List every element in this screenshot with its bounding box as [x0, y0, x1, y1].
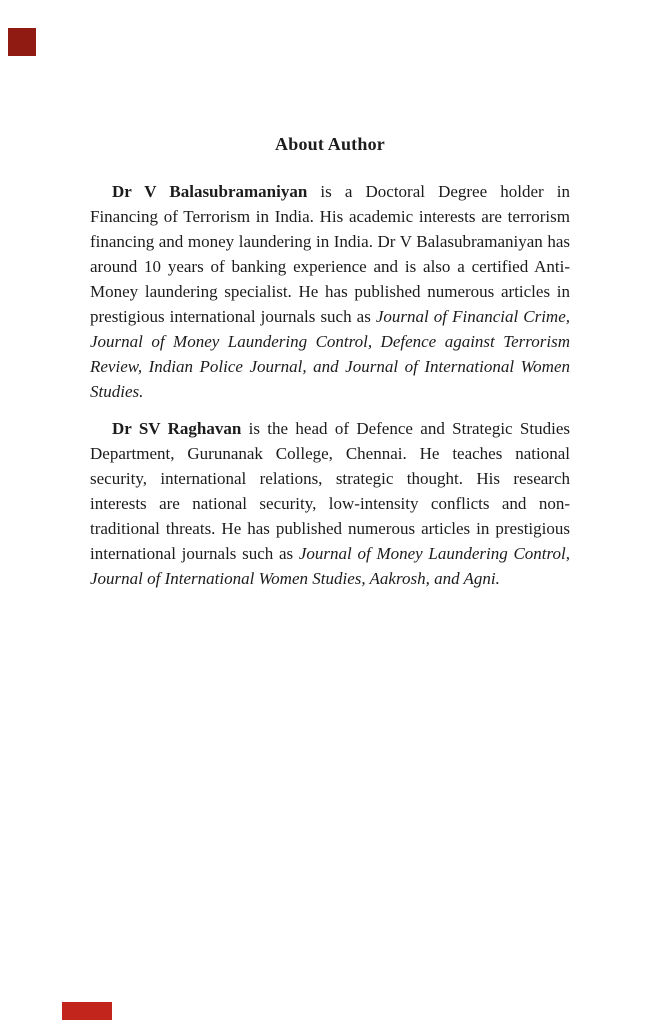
text-segment-bold: Dr V Balasubramaniyan [112, 182, 308, 201]
page-corner-mark-top [8, 28, 36, 56]
text-segment-italic: Journal of Financial Crime, Journal of Money Laundering Control, Defence against Terrorism Review, Indian Police Journal, and Journal of International Women Studies. [90, 307, 570, 401]
paragraph [90, 179, 570, 404]
text-segment-bold: Dr SV Raghavan [112, 419, 242, 438]
page-corner-mark-bottom [62, 1002, 112, 1020]
text-segment-normal: is the head of Defence and Strategic Studies Department, Gurunanak College, Chennai. He teaches national security, international relations, strategic thought. His research interests are national security, low-intensity conflicts and non-traditional threats. He has published numerous articles in prestigious international journals such as [90, 419, 570, 563]
text-segment-italic: Journal of Money Laundering Control, Journal of International Women Studies, Aakrosh, and Agni. [90, 544, 570, 588]
paragraphs [90, 179, 570, 591]
text-segment-normal: is a Doctoral Degree holder in Financing of Terrorism in India. His academic interests are terrorism financing and money laundering in India. Dr V Balasubramaniyan has around 10 years of banking experience and is also a certified Anti-Money laundering specialist. He has published numerous articles in prestigious international journals such as [90, 182, 570, 326]
paragraph [90, 416, 570, 591]
about-author-section [90, 134, 570, 603]
page-title: About Author [275, 134, 385, 154]
